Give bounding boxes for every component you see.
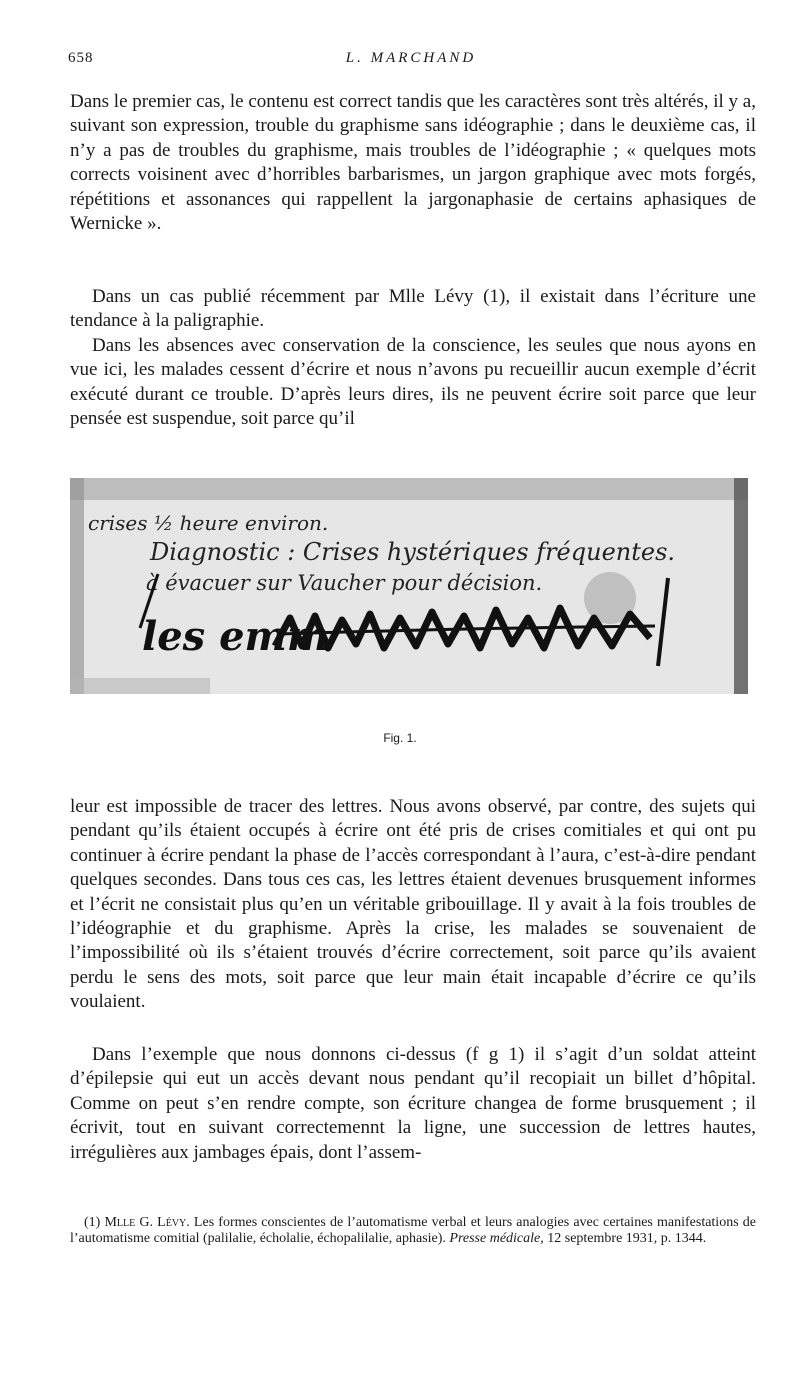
figure-caption: Fig. 1. [383, 731, 417, 745]
footnote-text: Les formes conscientes de l’automatisme verbal et leurs analogies avec certaines manifestations de l’automatisme comitial (palilalie, écholalie, échopalilalie, aphasie). [70, 1215, 757, 1246]
handwriting-line-1: crises ½ heure environ. [88, 511, 329, 535]
handwriting-line-3: à évacuer sur Vaucher pour décision. [146, 571, 543, 595]
paragraph-3: Dans les absences avec conservation de la conscience, les seules que nous ayons en vue ici, les malades cessent d’écrire et nous n’avons pu recueillir aucun exemple d’écrit exécuté durant ce trouble. D’après leurs dires, ils ne peuvent écrire soit parce que leur pensée est suspendue, soit parce qu’il [70, 335, 756, 430]
running-title: L. MARCHAND [345, 50, 477, 66]
paragraph-1: Dans le premier cas, le contenu est correct tandis que les caractères sont très altérés, il y a, suivant son expression, trouble du graphisme sans idéographie ; dans le deuxième cas, il n’y a pas de troubles du graphisme, mais troubles de l’idéographie ; « quelques mots corrects voisinent avec d’horribles barbarismes, un jargon graphique avec mots forgés, répétitions et assonances qui rappellent la jargonaphasie de certains aphasiques de Wernicke ». [70, 91, 756, 235]
footnote-details: 12 septembre 1931, p. 1344. [547, 1231, 707, 1246]
footnote-marker: (1) [84, 1215, 101, 1230]
footnote [70, 1215, 756, 1247]
paragraph-2: Dans un cas publié récemment par Mlle Lévy (1), il existait dans l’écriture une tendance à la paligraphie. [70, 286, 756, 332]
running-header [68, 50, 754, 74]
footnote-journal: Presse médicale, [449, 1231, 544, 1246]
paragraph-5: Dans l’exemple que nous donnons ci-dessus (f g 1) il s’agit d’un soldat atteint d’épilepsie qui eut un accès devant nous pendant qu’il recopiait un billet d’hôpital. Comme on peut s’en rendre compte, son écriture changea de forme brusquement ; il écrivit, tout en suivant correctemennt la ligne, une succession de lettres hautes, irrégulières aux jambages épais, dont l’assem- [70, 1044, 756, 1163]
handwriting-figure [70, 478, 748, 694]
page-number: 658 [68, 50, 94, 66]
footnote-author: Mlle G. Lévy. [104, 1215, 190, 1230]
handwriting-line-4: les emm [142, 613, 330, 660]
handwriting-line-2: Diagnostic : Crises hystériques fréquentes. [150, 538, 676, 566]
paragraph-4: leur est impossible de tracer des lettres. Nous avons observé, par contre, des sujets qui pendant qu’ils étaient occupés à écrire ont été pris de crises comitiales et qui ont pu continuer à écrire pendant la phase de l’accès correspondant à l’aura, c’est-à-dire pendant quelques secondes. Dans tous ces cas, les lettres étaient devenues brusquement informes et l’écrit ne consistait plus qu’en un véritable gribouillage. Il y avait à la fois troubles de l’idéographie et du graphisme. Après la crise, les malades se souvenaient de l’impossibilité où ils s’étaient trouvés d’écrire correctement, soit parce qu’ils avaient perdu le sens des mots, soit parce que leur main était incapable d’écrire ce qu’ils voulaient. [70, 796, 756, 1013]
